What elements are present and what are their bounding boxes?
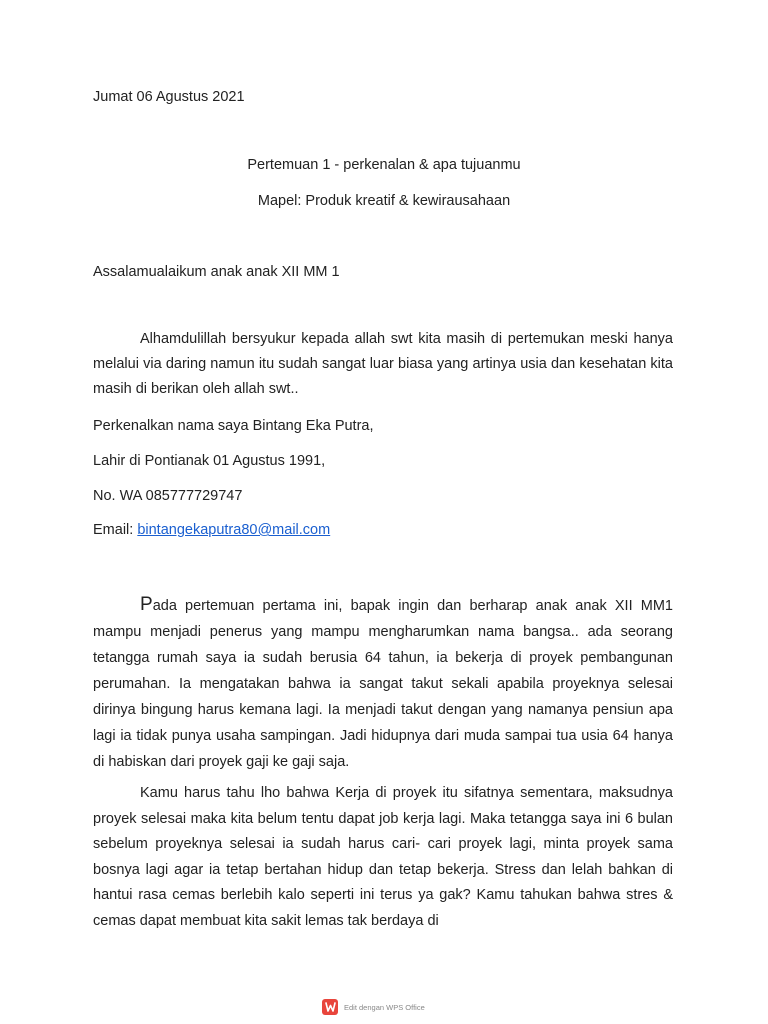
intro-phone: No. WA 085777729747 [93,488,243,504]
greeting: Assalamualaikum anak anak XII MM 1 [93,264,340,280]
email-link[interactable]: bintangekaputra80@mail.com [137,522,331,538]
opening-paragraph: Alhamdulillah bersyukur kepada allah swt kita masih di pertemukan meski hanya melalui via daring namun itu sudah sangat luar biasa yang artinya usia dan kesehatan kita masih di berikan oleh allah swt.. [93,331,673,397]
intro-name: Perkenalkan nama saya Bintang Eka Putra, [93,418,374,434]
intro-birth: Lahir di Pontianak 01 Agustus 1991, [93,453,326,469]
meeting-title: Pertemuan 1 - perkenalan & apa tujuanmu [247,157,521,173]
wps-office-icon [322,999,338,1015]
email-label: Email: [93,522,138,538]
document-date: Jumat 06 Agustus 2021 [93,89,245,105]
story-paragraph [93,592,673,775]
wps-footer-text: Edit dengan WPS Office [344,1002,425,1012]
advice-paragraph: Kamu harus tahu lho bahwa Kerja di proyek itu sifatnya sementara, maksudnya proyek selesai maka kita belum tentu dapat job kerja lagi. Maka tetangga saya ini 6 bulan sebelum proyeknya selesai ia sudah harus cari- cari proyek lagi, minta proyek sama bosnya lagi agar ia tetap bertahan hidup dan tetap bekerja. Stress dan lelah bahkan di hantui rasa cemas berlebih kalo seperti ini terus ya gak? Kamu tahukan bahwa stres & cemas dapat membuat kita sakit lemas tak berdaya di [93,785,673,929]
wps-footer[interactable] [322,998,425,1016]
subject-line: Mapel: Produk kreatif & kewirausahaan [257,193,511,209]
drop-cap: P [140,594,153,615]
intro-email-line [93,520,330,540]
story-paragraph-text: ada pertemuan pertama ini, bapak ingin dan berharap anak anak XII MM1 mampu menjadi penerus yang mampu mengharumkan nama bangsa.. ada seorang tetangga rumah saya ia sudah berusia 64 tahun, ia bekerja di proyek pembangunan perumahan. Ia mengatakan bahwa ia sangat takut sekali apabila proyeknya selesai dirinya bingung harus kemana lagi. Ia menjadi takut dengan yang namanya pensiun apa lagi ia tidak punya usaha sampingan. Jadi hidupnya dari muda sampai tua usia 64 hanya di habiskan dari proyek gaji ke gaji saja. [93,598,673,770]
